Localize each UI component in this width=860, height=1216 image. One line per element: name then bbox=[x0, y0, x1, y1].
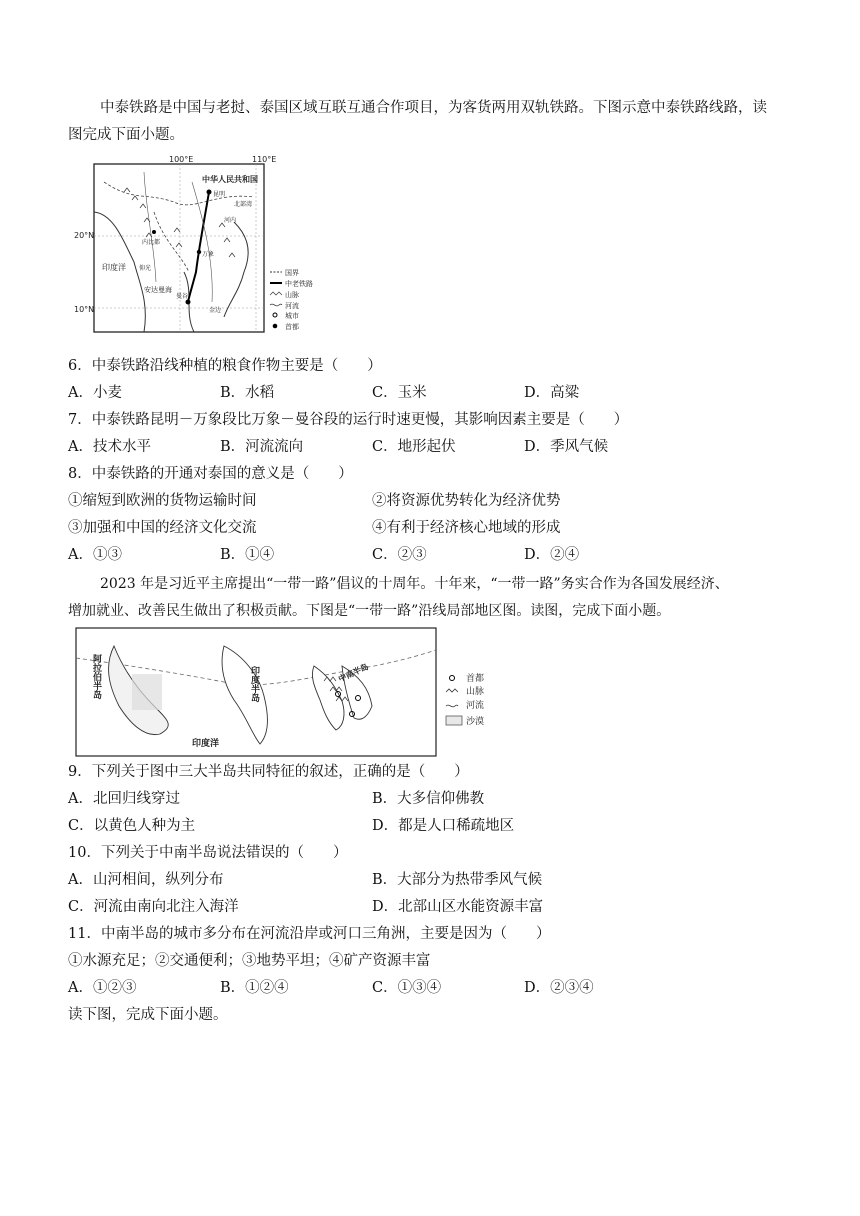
arabia-label: 阿拉伯半岛 bbox=[91, 654, 101, 699]
question-11-option-d: D．②③④ bbox=[524, 980, 594, 996]
lat-label-10: 10°N bbox=[74, 305, 95, 314]
question-6-option-a: A．小麦 bbox=[68, 385, 122, 401]
legend-border: 国界 bbox=[285, 269, 299, 277]
indochina-label: 中南半岛 bbox=[337, 662, 370, 684]
question-7-option-b: B．河流流向 bbox=[220, 439, 304, 455]
question-6-option-c: C．玉米 bbox=[372, 385, 427, 401]
question-10-option-c: C．河流由南向北注入海洋 bbox=[68, 899, 239, 915]
question-7-option-c: C．地形起伏 bbox=[372, 439, 456, 455]
map2-legend bbox=[446, 672, 484, 727]
question-8-statement-4: ④有利于经济核心地域的形成 bbox=[372, 520, 561, 536]
question-6-stem: 6．中泰铁路沿线种植的粮食作物主要是（ ） bbox=[68, 358, 382, 374]
city-label-naypyidaw: 内比都 bbox=[142, 239, 161, 246]
question-9-stem: 9．下列关于图中三大半岛共同特征的叙述，正确的是（ ） bbox=[68, 764, 469, 780]
question-8-stem: 8．中泰铁路的开通对泰国的意义是（ ） bbox=[68, 466, 353, 482]
gulf-label: 北部湾 bbox=[234, 201, 253, 208]
legend-city: 城市 bbox=[285, 312, 299, 320]
question-9-option-c: C．以黄色人种为主 bbox=[68, 818, 196, 834]
lon-label-110: 110°E bbox=[252, 155, 277, 164]
question-9-option-d: D．都是人口稀疏地区 bbox=[372, 818, 515, 834]
china-thailand-railway-map bbox=[74, 152, 324, 336]
legend-river: 河流 bbox=[285, 302, 299, 310]
question-8-statement-1: ①缩短到欧洲的货物运输时间 bbox=[68, 493, 257, 509]
question-11-option-c: C．①③④ bbox=[372, 980, 442, 996]
question-11-option-b: B．①②④ bbox=[220, 980, 289, 996]
question-9-option-b: B．大多信仰佛教 bbox=[372, 791, 485, 807]
question-8-option-d: D．②④ bbox=[524, 547, 580, 563]
question-11-statements: ①水源充足；②交通便利；③地势平坦；④矿产资源丰富 bbox=[68, 953, 431, 969]
question-6-option-b: B．水稻 bbox=[220, 385, 275, 401]
ocean-label: 印度洋 bbox=[102, 263, 126, 272]
legend2-river: 河流 bbox=[466, 701, 485, 711]
intro-paragraph-1-line-1: 中泰铁路是中国与老挝、泰国区域互联互通合作项目，为客货两用双轨铁路。下图示意中泰铁路线路，读 bbox=[100, 100, 767, 116]
city-label-vientiane: 万象 bbox=[202, 251, 215, 258]
question-9-option-a: A．北回归线穿过 bbox=[68, 791, 180, 807]
question-8-option-a: A．①③ bbox=[68, 547, 122, 563]
ocean-label-indian: 印度洋 bbox=[192, 739, 220, 749]
question-10-option-a: A．山河相间，纵列分布 bbox=[68, 872, 224, 888]
question-11-option-a: A．①②③ bbox=[68, 980, 137, 996]
lon-label-100: 100°E bbox=[169, 155, 194, 164]
city-label-bangkok: 曼谷 bbox=[176, 293, 189, 300]
legend2-capital: 首都 bbox=[466, 674, 485, 684]
legend2-desert: 沙漠 bbox=[466, 717, 485, 727]
city-label-kunming: 昆明 bbox=[213, 191, 226, 198]
question-8-statement-2: ②将资源优势转化为经济优势 bbox=[372, 493, 561, 509]
intro-paragraph-2-line-1: 2023 年是习近平主席提出“一带一路”倡议的十周年。十年来，“一带一路”务实合作为各国发展经济、 bbox=[100, 576, 729, 592]
india-label: 印度半岛 bbox=[249, 666, 259, 702]
sea-label-andaman: 安达曼海 bbox=[144, 286, 172, 294]
legend-mountain: 山脉 bbox=[285, 291, 299, 299]
question-6-option-d: D．高粱 bbox=[524, 385, 580, 401]
outro-instruction: 读下图，完成下面小题。 bbox=[68, 1007, 228, 1023]
city-label-yangon: 仰光 bbox=[139, 265, 152, 272]
legend-railway: 中老铁路 bbox=[285, 280, 313, 288]
question-7-option-d: D．季风气候 bbox=[524, 439, 609, 455]
lat-label-20: 20°N bbox=[74, 231, 95, 240]
belt-and-road-region-map bbox=[74, 626, 500, 758]
legend2-mountain: 山脉 bbox=[466, 687, 485, 697]
intro-paragraph-1-line-2: 图完成下面小题。 bbox=[68, 127, 184, 143]
question-7-option-a: A．技术水平 bbox=[68, 439, 151, 455]
question-8-statement-3: ③加强和中国的经济文化交流 bbox=[68, 520, 257, 536]
country-label-china: 中华人民共和国 bbox=[202, 175, 258, 184]
city-label-hanoi: 河内 bbox=[224, 217, 237, 224]
question-10-stem: 10．下列关于中南半岛说法错误的（ ） bbox=[68, 845, 348, 861]
map1-legend bbox=[270, 268, 313, 331]
question-8-option-c: C．②③ bbox=[372, 547, 427, 563]
question-7-stem: 7．中泰铁路昆明－万象段比万象－曼谷段的运行时速更慢，其影响因素主要是（ ） bbox=[68, 412, 629, 428]
question-10-option-b: B．大部分为热带季风气候 bbox=[372, 872, 543, 888]
question-10-option-d: D．北部山区水能资源丰富 bbox=[372, 899, 544, 915]
question-8-option-b: B．①④ bbox=[220, 547, 275, 563]
city-label-phnompenh: 金边 bbox=[209, 307, 222, 314]
intro-paragraph-2-line-2: 增加就业、改善民生做出了积极贡献。下图是“一带一路”沿线局部地区图。读图，完成下面小题。 bbox=[68, 603, 671, 619]
question-11-stem: 11．中南半岛的城市多分布在河流沿岸或河口三角洲，主要是因为（ ） bbox=[68, 926, 551, 942]
legend-capital: 首都 bbox=[285, 323, 299, 331]
